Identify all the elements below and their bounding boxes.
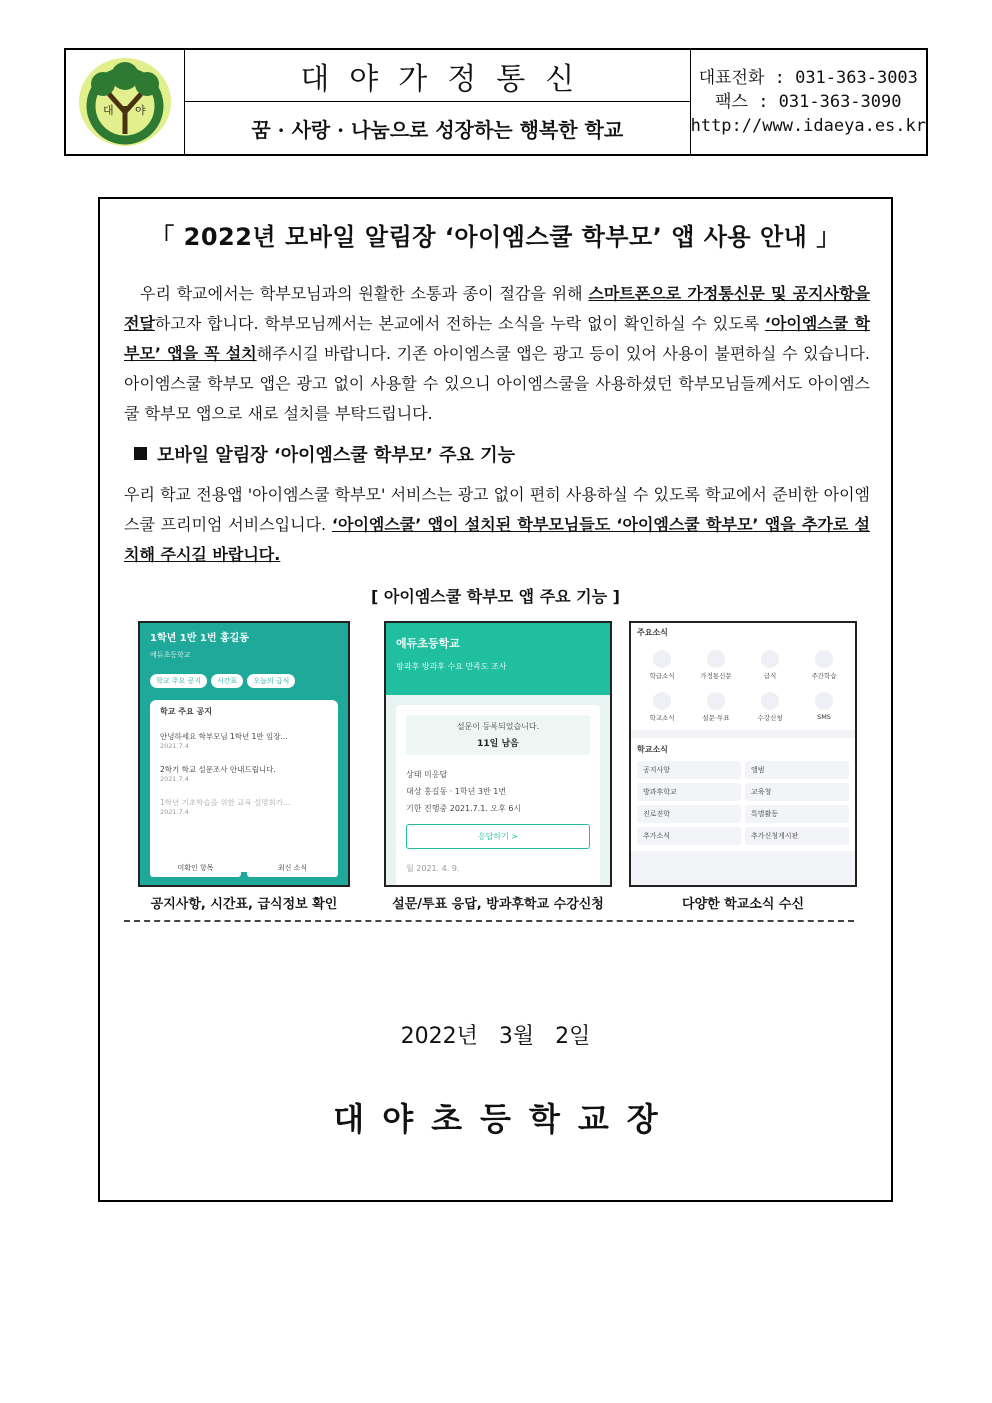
- tree-logo-icon: [75, 54, 175, 150]
- school-name: 에듀초등학교: [150, 651, 191, 659]
- figure-title: [ 아이엠스쿨 학부모 앱 주요 기능 ]: [371, 587, 620, 606]
- list-item: 2학기 학교 설문조사 안내드립니다. 2021.7.4: [160, 765, 276, 783]
- website-link[interactable]: http://www.idaeya.es.kr: [690, 116, 926, 136]
- para1-text-a: 우리 학교에서는 학부모님과의 원활한 소통과 종이 절감을 위해: [140, 284, 589, 303]
- square-bullet-icon: [134, 447, 147, 460]
- intro-paragraph: [124, 279, 870, 429]
- newsletter-header: [64, 48, 928, 156]
- survey-target: 대상 홍길동 · 1학년 3반 1번: [406, 787, 507, 796]
- para1-underline-1: 스마트폰으로 가정통신문 및 공지사항을 전달: [124, 284, 871, 333]
- contact-info: [691, 50, 926, 154]
- para1-underline-2: ‘아이엠스쿨 학부모’ 앱을 꼭 설치: [124, 314, 870, 363]
- school-news-section: 학교소식 공지사항 앨범 방과후학교 교육청 진로진학 특별활동 추가소식 추가신청게시판: [631, 738, 855, 851]
- app-screenshot-survey: [384, 621, 612, 887]
- feature-grid: 학급소식 가정통신문 급식 주간학습 학교소식 설문·투표 수강신청 SMS: [631, 642, 855, 730]
- news-head: 주요소식: [631, 623, 855, 642]
- notice-title: 「 2022년 모바일 알림장 ‘아이엠스쿨 학부모’ 앱 사용 안내 」: [150, 223, 841, 251]
- phone-number: 대표전화 : 031-363-3003: [698, 68, 918, 88]
- features-heading: [134, 441, 515, 467]
- app-screenshot-notices: [138, 621, 350, 887]
- caption-notices: 공지사항, 시간표, 급식정보 확인: [150, 897, 338, 912]
- chip-notices: 학교 주요 공지: [150, 674, 207, 688]
- student-name: 1학년 1반 1번 홍길동: [150, 633, 249, 644]
- unread-button: 미확인 항목: [150, 859, 241, 877]
- list-item: 안녕하세요 학부모님 1학년 1반 임장... 2021.7.4: [160, 732, 288, 750]
- notice-card: [150, 700, 338, 872]
- respond-button: 응답하기 >: [406, 824, 590, 849]
- latest-button: 최신 소식: [247, 859, 338, 877]
- caption-news: 다양한 학교소식 수신: [681, 897, 805, 912]
- para1-text-c: 해주시길 바랍니다. 기존 아이엠스쿨 앱은 광고 등이 있어 사용이 불편하실 수 있습니다. 아이엠스쿨 학부모 앱은 광고 없이 사용할 수 있으니 아이엠스쿨을 사용하셨던 학부모님들께서도 아이엠스쿨 학부모 앱으로 새로 설치를 부탁드립니다.: [124, 344, 871, 423]
- newsletter-title: 대야가정통신: [185, 50, 690, 102]
- title-block: [185, 50, 691, 154]
- para2-underline: ‘아이엠스쿨’ 앱이 설치된 학부모님들도 ‘아이엠스쿨 학부모’ 앱을 추가로 설치해 주시길 바랍니다.: [124, 515, 870, 564]
- fax-number: 팩스 : 031-363-3090: [715, 92, 902, 112]
- principal-signature: 대야초등학교장: [333, 1100, 676, 1138]
- notice-frame: [98, 197, 893, 1202]
- issue-date: 2022년 3월 2일: [400, 1024, 591, 1049]
- section-title: 모바일 알림장 ‘아이엠스쿨 학부모’ 주요 기능: [157, 445, 515, 466]
- svg-text:야: 야: [134, 104, 146, 117]
- school-slogan: 꿈 · 사랑 · 나눔으로 성장하는 행복한 학교: [251, 117, 624, 142]
- app-screenshot-news: [629, 621, 857, 887]
- card-title: 학교 주요 공지: [160, 707, 212, 716]
- chip-timetable: 시간표: [211, 674, 243, 688]
- dashed-divider: [124, 920, 854, 922]
- caption-survey: 설문/투표 응답, 방과후학교 수강신청: [392, 897, 604, 912]
- survey-status-box: 설문이 등록되었습니다. 11일 남음: [406, 715, 590, 755]
- survey-period: 기한 진행중 2021.7.1. 오후 6시: [406, 804, 522, 813]
- school-logo: [66, 50, 185, 154]
- para2-text-a: 우리 학교 전용앱 '아이엠스쿨 학부모' 서비스는 광고 없이 편히 사용하실 수 있도록 학교에서 준비한 아이엠스쿨 프리미엄 서비스입니다.: [124, 485, 870, 534]
- survey-title: 방과후 방과후 수요 만족도 조사: [396, 662, 507, 671]
- survey-date: 월 2021. 4. 9.: [406, 864, 460, 873]
- survey-school: 에듀초등학교: [396, 637, 460, 650]
- survey-status: 상태 미응답: [406, 770, 448, 779]
- list-item: 1학년 기초학습을 위한 교육 설명회가... 2021.7.4: [160, 798, 291, 816]
- chip-meal: 오늘의 급식: [247, 674, 295, 688]
- para1-text-b: 하고자 합니다. 학부모님께서는 본교에서 전하는 소식을 누락 없이 확인하실 수 있도록: [154, 314, 765, 333]
- svg-text:대: 대: [102, 104, 114, 117]
- features-paragraph: [124, 480, 870, 570]
